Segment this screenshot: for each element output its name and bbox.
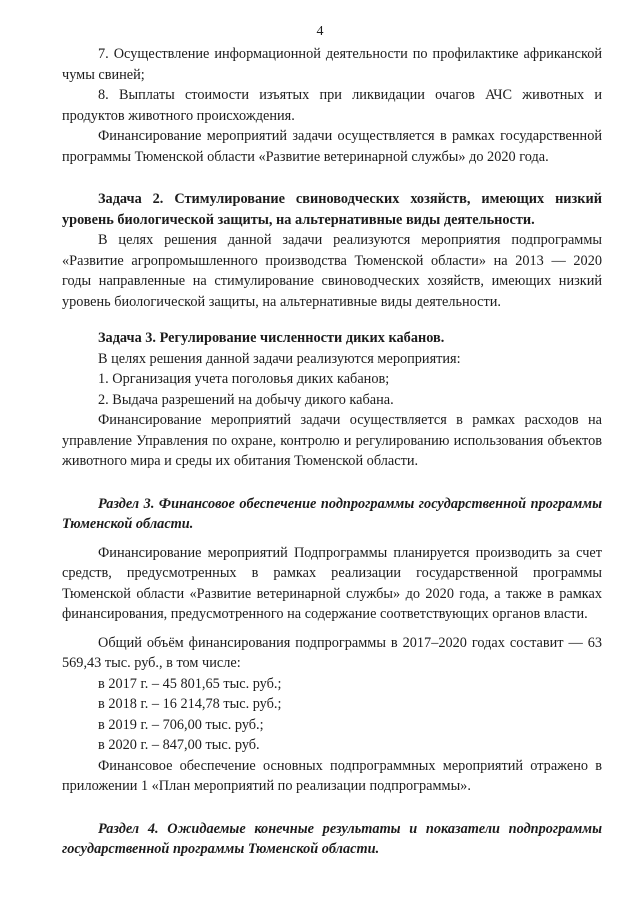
- task2-text: В целях решения данной задачи реализуются мероприятия подпрограммы «Развитие агропромышленного производства Тюменской области» на 2013 — 2020 годы направленные на стимулирование свиноводческих хозяйств, имеющих низкий уровень биологической защиты, на альтернативные виды деятельности.: [62, 232, 602, 310]
- page-number: 4: [316, 24, 324, 39]
- funding-year-2019: в 2019 г. – 706,00 тыс. руб.;: [98, 716, 264, 733]
- section3-heading: Раздел 3. Финансовое обеспечение подпрограммы государственной программы Тюменской области.: [62, 495, 602, 532]
- funding-year-2020: в 2020 г. – 847,00 тыс. руб.: [98, 737, 260, 753]
- page-content: [62, 44, 602, 860]
- funding-year-2017: в 2017 г. – 45 801,65 тыс. руб.;: [98, 675, 282, 692]
- financing-paragraph: Финансирование мероприятий задачи осуществляется в рамках государственной программы Тюменской области «Развитие ветеринарной службы» до 2020 года.: [62, 128, 602, 165]
- list-item-7: 7. Осуществление информационной деятельности по профилактике африканской чумы свиней;: [62, 46, 602, 83]
- task3-heading: Задача 3. Регулирование численности диких кабанов.: [98, 330, 445, 346]
- task3-financing: Финансирование мероприятий задачи осуществляется в рамках расходов на управление Управления по охране, контролю и регулированию использования объектов животного мира и среды их обитания Тюменской области.: [62, 412, 602, 469]
- section4-heading: Раздел 4. Ожидаемые конечные результаты и показатели подпрограммы государственной программы Тюменской области.: [62, 820, 602, 857]
- section3-text: Финансирование мероприятий Подпрограммы планируется производить за счет средств, предусмотренных в рамках реализации государственной программы Тюменской области «Развитие ветеринарной службы» до 2020 года, а также в рамках финансирования, предусмотренного на содержание соответствующих органов власти.: [62, 544, 602, 622]
- funding-year-2018: в 2018 г. – 16 214,78 тыс. руб.;: [98, 696, 282, 712]
- task3-item-2: 2. Выдача разрешений на добычу дикого кабана.: [98, 391, 394, 408]
- task3-item-1: 1. Организация учета поголовья диких кабанов;: [98, 371, 390, 387]
- section3-appendix: Финансовое обеспечение основных подпрограммных мероприятий отражено в приложении 1 «План мероприятий по реализации подпрограммы».: [62, 757, 602, 794]
- task2-heading: Задача 2. Стимулирование свиноводческих хозяйств, имеющих низкий уровень биологической защиты, на альтернативные виды деятельности.: [62, 191, 602, 228]
- task3-intro: В целях решения данной задачи реализуются мероприятия:: [98, 350, 461, 367]
- section3-total: Общий объём финансирования подпрограммы в 2017–2020 годах составит — 63 569,43 тыс. руб., в том числе:: [62, 634, 602, 671]
- list-item-8: 8. Выплаты стоимости изъятых при ликвидации очагов АЧС животных и продуктов животного происхождения.: [62, 87, 602, 124]
